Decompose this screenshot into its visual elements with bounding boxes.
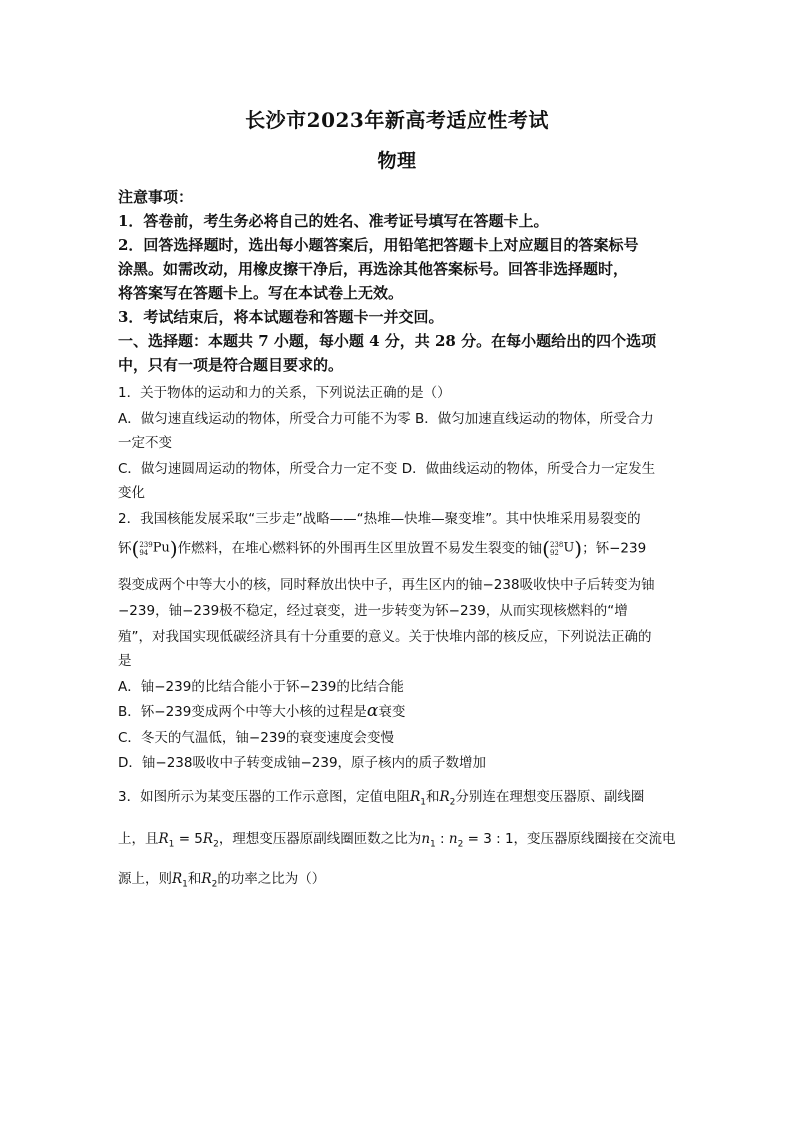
q2-line-5: 殖”，对我国实现低碳经济具有十分重要的意义。关于快堆内部的核反应，下列说法正确的 (118, 629, 652, 645)
q3-line-2: 上，且$R_1 = 5R_2$，理想变压器原副线圈匝数之比为$n_1$ : $n_2 = 3$ : 1，变压器原线圈接在交流电 (118, 831, 676, 850)
q1-options-cd-line-1: C．做匀速圆周运动的物体，所受合力一定不变 D．做曲线运动的物体，所受合力一定发生 (118, 461, 656, 477)
exam-title: 长沙市2023年新高考适应性考试 (245, 108, 549, 132)
q1-options-ab-line-2: 一定不变 (118, 435, 172, 451)
section-1-line-1: 一、选择题：本题共 7 小题，每小题 4 分，共 28 分。在每小题给出的四个选项 (118, 332, 657, 350)
q3-line-3: 源上，则$R_1$和$R_2$的功率之比为（） (118, 871, 326, 890)
q2-line-1: 2．我国核能发展采取“三步走”战略——“热堆—快堆—聚变堆”。其中快堆采用易裂变的 (118, 511, 641, 527)
subject-title: 物理 (377, 150, 417, 172)
uranium-isotope: ( 238 92 U) (542, 536, 583, 561)
q2-line-3: 裂变成两个中等大小的核，同时释放出快中子，再生区内的铀−238吸收快中子后转变为铀 (118, 577, 655, 593)
q2-line-6: 是 (118, 653, 132, 669)
notice-item-3: 3．考试结束后，将本试题卷和答题卡一并交回。 (118, 308, 444, 326)
q1-options-ab-line-1: A．做匀速直线运动的物体，所受合力可能不为零 B．做匀加速直线运动的物体，所受合力 (118, 411, 654, 427)
q1-stem: 1．关于物体的运动和力的关系，下列说法正确的是（） (118, 385, 451, 401)
q2-option-a: A．铀−239的比结合能小于钚−239的比结合能 (118, 679, 404, 695)
q2-option-d: D．铀−238吸收中子转变成铀−239，原子核内的质子数增加 (118, 755, 487, 771)
q2-option-c: C．冬天的气温低，铀−239的衰变速度会变慢 (118, 730, 395, 746)
notice-item-2-line-2: 涂黑。如需改动，用橡皮擦干净后，再选涂其他答案标号。回答非选择题时， (118, 260, 629, 278)
notice-item-2-line-3: 将答案写在答题卡上。写在本试卷上无效。 (118, 284, 404, 302)
q2-line-4: −239，铀−239极不稳定，经过衰变，进一步转变为钚−239，从而实现核燃料的“增 (118, 603, 628, 619)
notice-item-1: 1．答卷前，考生务必将自己的姓名、准考证号填写在答题卡上。 (118, 212, 549, 230)
section-1-line-2: 中，只有一项是符合题目要求的。 (118, 356, 344, 374)
plutonium-isotope: ( 239 94 Pu) (131, 536, 178, 561)
notice-heading: 注意事项： (118, 188, 194, 206)
q1-options-cd-line-2: 变化 (118, 485, 145, 501)
q3-line-1: 3．如图所示为某变压器的工作示意图，定值电阻$R_1$和$R_2$分别连在理想变压器原、副线圈 (118, 789, 645, 808)
notice-item-2-line-1: 2．回答选择题时，选出每小题答案后，用铅笔把答题卡上对应题目的答案标号 (118, 236, 639, 254)
q2-line-2: 钚( 239 94 Pu)作燃料，在堆心燃料钚的外围再生区里放置不易发生裂变的铀( 238 92 U)；钚−239 (118, 533, 686, 564)
q2-option-b: B．钚−239变成两个中等大小核的过程是α衰变 (118, 701, 406, 721)
